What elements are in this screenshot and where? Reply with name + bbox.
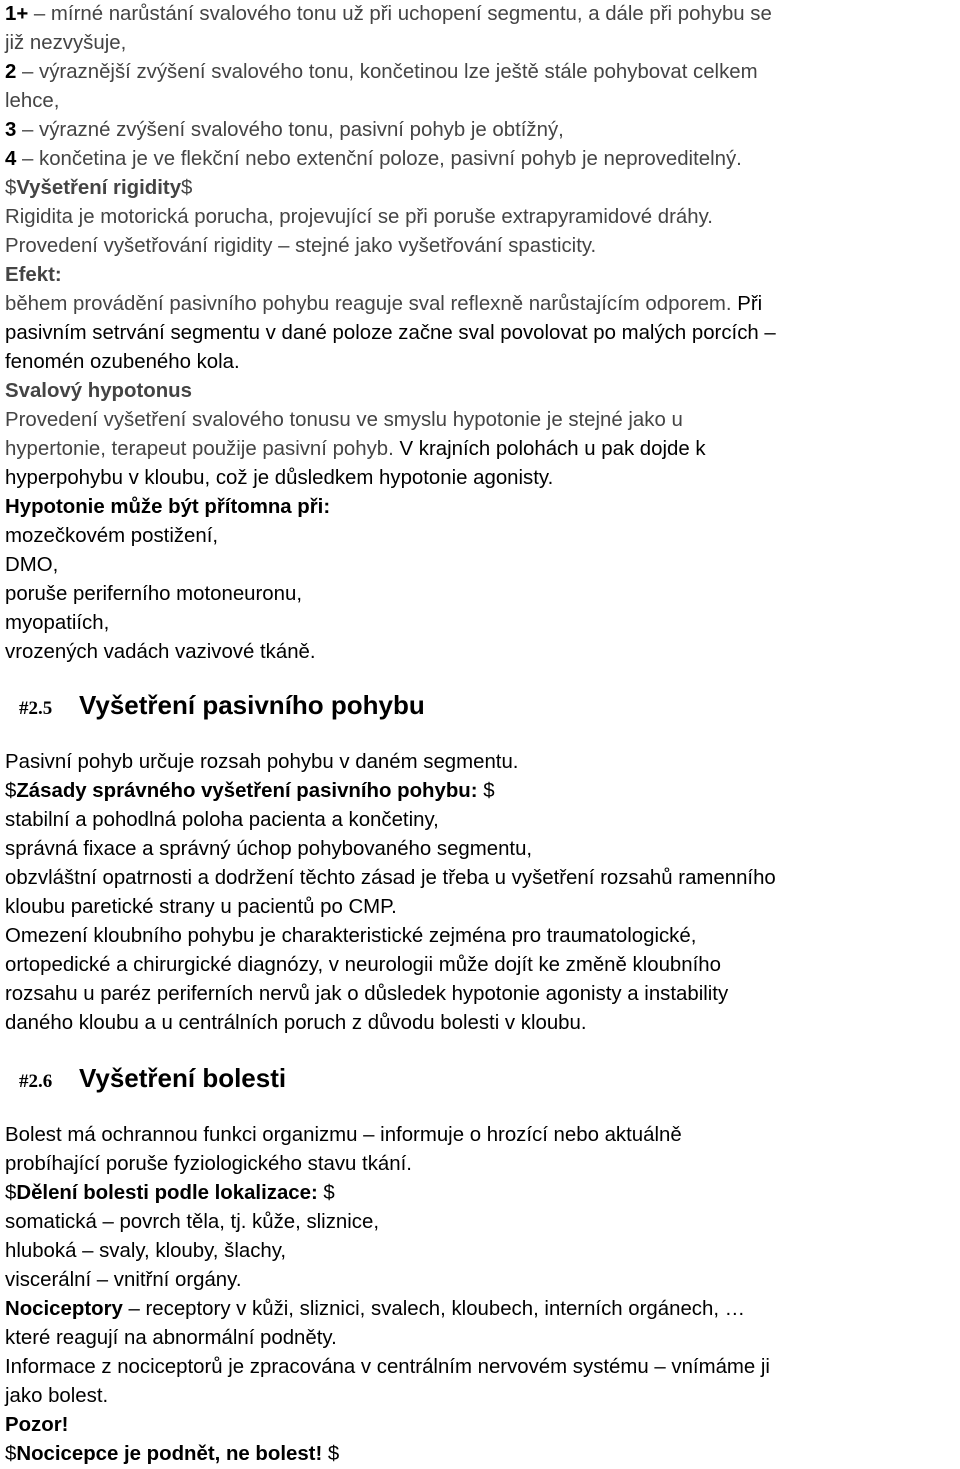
list-item: myopatiích, — [5, 612, 110, 634]
pain-intro-line-1: Bolest má ochrannou funkci organizmu – informuje o hrozící nebo aktuálně — [5, 1124, 682, 1146]
section-title: Vyšetření bolesti — [79, 1063, 287, 1093]
limitation-line: rozsahu u paréz periferních nervů jak o důsledek hypotonie agonisty a instability — [5, 983, 729, 1005]
list-item: správná fixace a správný úchop pohybovaného segmentu, — [5, 838, 533, 860]
section-number: #2.6 — [19, 1071, 53, 1092]
limitation-line: daného kloubu a u centrálních poruch z důvodu bolesti v kloubu. — [5, 1012, 587, 1034]
rigidity-definition: Rigidita je motorická porucha, projevující se při poruše extrapyramidové dráhy. — [5, 206, 713, 228]
section-2-5-heading — [5, 690, 425, 721]
list-item: vrozených vadách vazivové tkáně. — [5, 641, 316, 663]
hypotonus-heading: Svalový hypotonus — [5, 380, 192, 402]
scale-item-4: 4 – končetina je ve flekční nebo extenční poloze, pasivní pohyb je neproveditelný. — [5, 148, 742, 170]
hypotonus-line-1: Provedení vyšetření svalového tonusu ve smyslu hypotonie je stejné jako u — [5, 409, 683, 431]
list-item: hluboká – svaly, klouby, šlachy, — [5, 1240, 287, 1262]
spasticity-scale — [5, 0, 776, 667]
warning-label: Pozor! — [5, 1414, 69, 1436]
rigidity-exam: Provedení vyšetřování rigidity – stejné jako vyšetřování spasticity. — [5, 235, 597, 257]
info-line-1: Informace z nociceptorů je zpracována v centrálním nervovém systému – vnímáme ji — [5, 1356, 770, 1378]
hypotonus-line-3: hyperpohybu v kloubu, což je důsledkem hypotonie agonisty. — [5, 467, 554, 489]
limitation-line: ortopedické a chirurgické diagnózy, v neurologii může dojít ke změně kloubního — [5, 954, 721, 976]
hypotonus-line-2: hypertonie, terapeut použije pasivní pohyb. V krajních polohách u pak dojde k — [5, 438, 706, 460]
scale-item-3: 3 – výrazné zvýšení svalového tonu, pasivní pohyb je obtížný, — [5, 119, 564, 141]
rigidity-heading: $Vyšetření rigidity$ — [5, 177, 193, 199]
scale-item-2: 2 – výraznější zvýšení svalového tonu, končetinou lze ještě stále pohybovat celkem — [5, 61, 758, 83]
efekt-label: Efekt: — [5, 264, 62, 286]
list-item: viscerální – vnitřní orgány. — [5, 1269, 242, 1291]
list-item: mozečkovém postižení, — [5, 525, 219, 547]
limitation-line: Omezení kloubního pohybu je charakteristické zejména pro traumatologické, — [5, 925, 697, 947]
scale-item-1plus-cont: již nezvyšuje, — [5, 32, 127, 54]
passive-intro: Pasivní pohyb určuje rozsah pohybu v daném segmentu. — [5, 751, 519, 773]
section-title: Vyšetření pasivního pohybu — [79, 690, 425, 720]
rules-heading: $Zásady správného vyšetření pasivního pohybu: $ — [5, 780, 495, 802]
list-item: poruše periferního motoneuronu, — [5, 583, 302, 605]
section-2-6-heading — [5, 1063, 286, 1094]
list-item: obzvláštní opatrnosti a dodržení těchto zásad je třeba u vyšetření rozsahů ramenního — [5, 867, 776, 889]
scale-item-2-cont: lehce, — [5, 90, 60, 112]
scale-item-1plus: 1+ – mírné narůstání svalového tonu už při uchopení segmentu, a dále při pohybu se — [5, 3, 772, 25]
efekt-line-2: pasivním setrvání segmentu v dané poloze začne sval povolovat po malých porcích – — [5, 322, 776, 344]
info-line-2: jako bolest. — [5, 1385, 109, 1407]
list-item: stabilní a pohodlná poloha pacienta a končetiny, — [5, 809, 439, 831]
efekt-line-1: během provádění pasivního pohybu reaguje sval reflexně narůstajícím odporem. Při — [5, 293, 763, 315]
section-2-6-body — [5, 1121, 770, 1469]
pain-intro-line-2: probíhající poruše fyziologického stavu tkání. — [5, 1153, 412, 1175]
nociceptors-line: Nociceptory – receptory v kůži, sliznici, svalech, kloubech, interních orgánech, … — [5, 1298, 746, 1320]
section-number: #2.5 — [19, 698, 53, 719]
pain-division-heading: $Dělení bolesti podle lokalizace: $ — [5, 1182, 335, 1204]
final-statement: $Nocicepce je podnět, ne bolest! $ — [5, 1443, 340, 1465]
efekt-line-3: fenomén ozubeného kola. — [5, 351, 240, 373]
list-item-cont: kloubu paretické strany u pacientů po CMP. — [5, 896, 397, 918]
hypotonia-causes-heading: Hypotonie může být přítomna při: — [5, 496, 331, 518]
list-item: somatická – povrch těla, tj. kůže, sliznice, — [5, 1211, 379, 1233]
list-item: DMO, — [5, 554, 59, 576]
nociceptors-line-2: které reagují na abnormální podněty. — [5, 1327, 337, 1349]
section-2-5-body — [5, 748, 776, 1038]
